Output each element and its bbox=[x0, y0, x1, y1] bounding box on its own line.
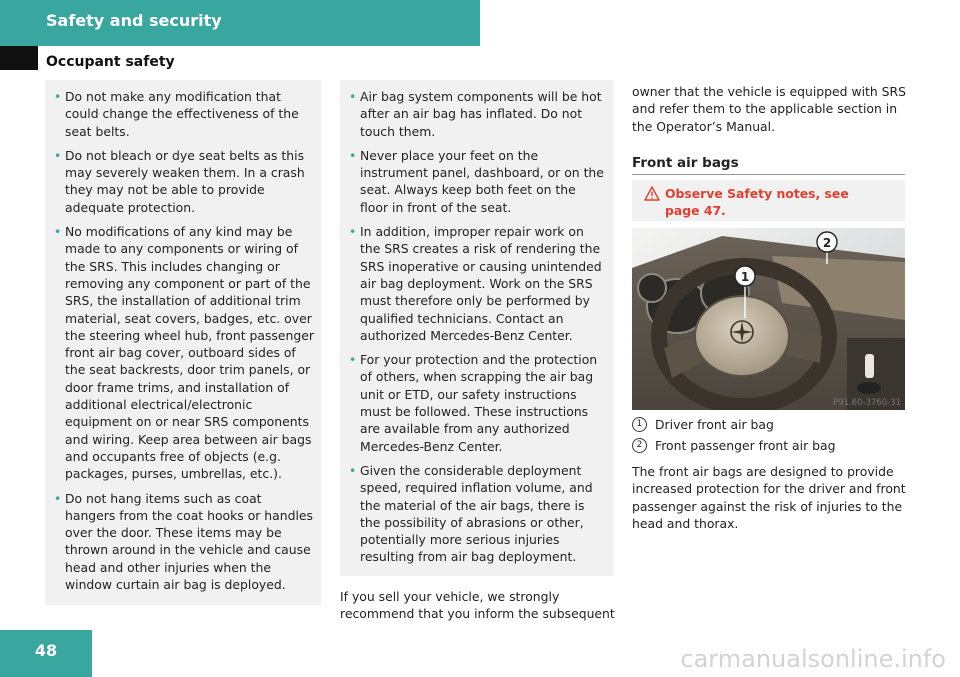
callout-legend bbox=[632, 416, 835, 459]
safety-bullet: • Given the considerable deployment speed, required inflation volume, and the material of the air bags, there is the possibility of abrasions or other, potentially more serious injuries resulting from air bag deployment. bbox=[349, 462, 607, 566]
watermark: carmanualsonline.info bbox=[680, 645, 946, 673]
safety-bullet: • Do not hang items such as coat hangers from the coat hooks or handles over the door. These items may be thrown around in the vehicle and cause head and other injuries when the window curtain air bag is deployed. bbox=[54, 490, 315, 594]
header-corner-block bbox=[0, 46, 38, 70]
safety-bullet: • Never place your feet on the instrument panel, dashboard, or on the seat. Always keep both feet on the floor in front of the seat. bbox=[349, 147, 607, 216]
safety-bullet: • For your protection and the protection of others, when scrapping the air bag unit or ETD, our safety instructions must be followed. These instructions are available from any authorized Mercedes-Benz Center. bbox=[349, 351, 607, 455]
safety-bullet: • Air bag system components will be hot after an air bag has inflated. Do not touch them. bbox=[349, 88, 607, 140]
warning-triangle-icon bbox=[644, 186, 660, 201]
page-number: 48 bbox=[34, 641, 58, 660]
section-header-tab bbox=[0, 0, 480, 46]
callout-number-icon: 2 bbox=[632, 438, 647, 453]
callout-number-icon: 1 bbox=[632, 417, 647, 432]
safety-bullet: • No modifications of any kind may be made to any components or wiring of the SRS. This includes changing or removing any component or part of the SRS, the installation of additional trim material, seat covers, badges, etc. over the steering wheel hub, front passenger front air bag cover, outboard sides of the seat backrests, door trim panels, or door frame trims, and installation of additional electrical/electronic equipment on or near SRS components and wiring. Keep area between air bags and occupants free of objects (e.g. packages, purses, umbrellas, etc.). bbox=[54, 223, 315, 482]
front-air-bags-description: The front air bags are designed to provide increased protection for the driver and front passenger against the risk of injuries to the head and thorax. bbox=[632, 464, 906, 531]
safety-bullet: • Do not make any modification that could change the effectiveness of the seat belts. bbox=[54, 88, 315, 140]
legend-item bbox=[632, 416, 835, 433]
legend-label: Driver front air bag bbox=[655, 417, 774, 432]
front-air-bags-heading: Front air bags bbox=[632, 155, 739, 171]
svg-text:2: 2 bbox=[822, 236, 832, 250]
safety-bullet: • Do not bleach or dye seat belts as this may severely weaken them. In a crash they may not be able to provide adequate protection. bbox=[54, 147, 315, 216]
photo-code: P91.60-3760-31 bbox=[832, 398, 901, 408]
page-subtitle: Occupant safety bbox=[46, 54, 175, 70]
cockpit-photo bbox=[632, 228, 905, 410]
safety-notes-panel-1 bbox=[45, 80, 321, 605]
warning-text: Observe Safety notes, see page 47. bbox=[665, 186, 849, 218]
resale-paragraph: If you sell your vehicle, we strongly recommend that you inform the subsequent bbox=[340, 589, 615, 622]
safety-bullet-list-2 bbox=[349, 88, 607, 573]
svg-text:1: 1 bbox=[740, 270, 750, 284]
page-number-tab bbox=[0, 630, 92, 677]
safety-notes-panel-2 bbox=[340, 80, 613, 576]
heading-divider bbox=[632, 174, 905, 175]
cockpit-illustration bbox=[632, 228, 905, 410]
section-title: Safety and security bbox=[46, 11, 222, 30]
safety-bullet: • In addition, improper repair work on the SRS creates a risk of rendering the SRS inoperative or causing unintended air bag deployment. Work on the SRS must therefore only be performed by qualified technicians. Contact an authorized Mercedes-Benz Center. bbox=[349, 223, 607, 344]
safety-bullet-list-1 bbox=[54, 88, 315, 600]
warning-box bbox=[632, 180, 905, 221]
legend-item bbox=[632, 437, 835, 454]
legend-label: Front passenger front air bag bbox=[655, 438, 836, 454]
resale-paragraph-continued: owner that the vehicle is equipped with SRS and refer them to the applicable section in the Operator’s Manual. bbox=[632, 84, 907, 134]
